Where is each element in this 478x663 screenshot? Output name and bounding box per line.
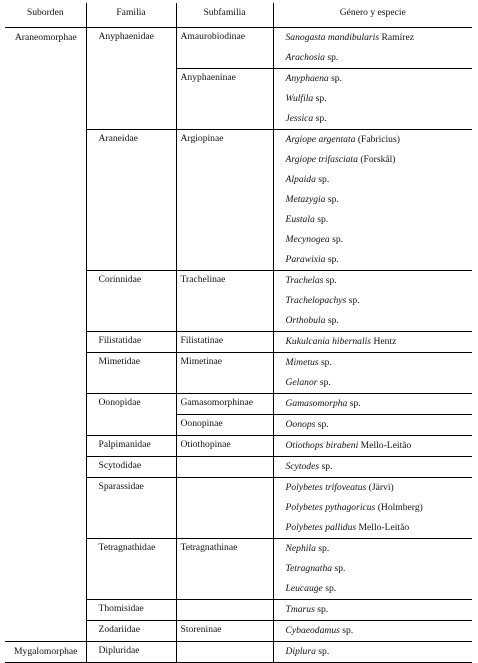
species-entry bbox=[286, 271, 471, 291]
genus-name: Gamasomorpha bbox=[285, 398, 348, 409]
species-entry bbox=[286, 190, 471, 210]
species-author: sp. bbox=[318, 174, 330, 185]
genus-name: Trachelas bbox=[285, 275, 324, 286]
genus-name: Sanogasta mandibularis bbox=[285, 32, 380, 43]
species-author: Mello-Leitão bbox=[358, 522, 410, 533]
header-family: Familia bbox=[86, 3, 176, 28]
species-author: Hentz bbox=[373, 336, 397, 347]
suborder-cell: Mygalomorphae bbox=[5, 642, 86, 663]
species-cell bbox=[273, 271, 472, 332]
genus-name: Polybetes pythagoricus bbox=[285, 502, 376, 513]
species-cell bbox=[273, 28, 472, 69]
species-author: sp. bbox=[321, 461, 333, 472]
species-author: Mello-Leitão bbox=[360, 440, 412, 451]
genus-name: Trachelopachys bbox=[285, 295, 347, 306]
family-cell: Filistatidae bbox=[86, 332, 176, 353]
genus-name: Parawixia bbox=[285, 254, 326, 265]
family-cell: Palpimanidae bbox=[86, 436, 176, 457]
header-row bbox=[5, 3, 472, 28]
family-cell: Dipluridae bbox=[86, 642, 176, 663]
species-author: sp. bbox=[349, 398, 361, 409]
family-cell: Thomisidae bbox=[86, 600, 176, 621]
species-author: sp. bbox=[348, 295, 360, 306]
family-cell: Sparassidae bbox=[86, 478, 176, 539]
subfamily-cell: Mimetinae bbox=[176, 353, 273, 394]
genus-name: Orthobula bbox=[285, 315, 326, 326]
genus-name: Gelanor bbox=[285, 377, 318, 388]
species-author: sp. bbox=[331, 73, 343, 84]
species-entry bbox=[286, 518, 471, 538]
header-species: Género y especie bbox=[273, 3, 472, 28]
subfamily-cell: Gamasomorphinae bbox=[176, 394, 273, 415]
species-entry bbox=[286, 642, 471, 662]
species-entry bbox=[286, 353, 471, 373]
subfamily-cell: Storeninae bbox=[176, 621, 273, 642]
subfamily-cell: Otiothopinae bbox=[176, 436, 273, 457]
subfamily-cell: Tetragnathinae bbox=[176, 539, 273, 600]
genus-name: Eustala bbox=[285, 214, 315, 225]
species-entry bbox=[286, 210, 471, 230]
species-entry bbox=[286, 170, 471, 190]
species-entry bbox=[286, 311, 471, 331]
species-entry bbox=[286, 394, 471, 414]
genus-name: Tetragnatha bbox=[285, 563, 333, 574]
subfamily-cell bbox=[176, 478, 273, 539]
table-row bbox=[5, 28, 472, 69]
species-entry bbox=[286, 457, 471, 477]
family-cell: Corinnidae bbox=[86, 271, 176, 332]
genus-name: Diplura bbox=[285, 646, 316, 657]
species-entry bbox=[286, 600, 471, 620]
species-entry bbox=[286, 436, 471, 456]
genus-name: Otiothops birabeni bbox=[285, 440, 359, 451]
species-entry bbox=[286, 150, 471, 170]
species-cell bbox=[273, 457, 472, 478]
species-cell bbox=[273, 353, 472, 394]
species-author: sp. bbox=[327, 254, 339, 265]
species-entry bbox=[286, 250, 471, 270]
species-author: sp. bbox=[317, 604, 329, 615]
species-cell bbox=[273, 621, 472, 642]
species-author: sp. bbox=[334, 563, 346, 574]
species-entry bbox=[286, 621, 471, 641]
species-entry bbox=[286, 28, 471, 48]
species-cell bbox=[273, 69, 472, 130]
genus-name: Anyphaena bbox=[285, 73, 329, 84]
family-cell: Zodariidae bbox=[86, 621, 176, 642]
species-author: sp. bbox=[327, 315, 339, 326]
species-author: sp. bbox=[317, 419, 329, 430]
genus-name: Tmarus bbox=[285, 604, 315, 615]
species-author: Ramírez bbox=[381, 32, 414, 43]
species-cell bbox=[273, 642, 472, 663]
species-entry bbox=[286, 230, 471, 250]
genus-name: Leucauge bbox=[285, 583, 323, 594]
species-author: sp. bbox=[325, 275, 337, 286]
species-author: (Forskål) bbox=[360, 154, 396, 165]
genus-name: Metazygia bbox=[285, 194, 326, 205]
genus-name: Cybaeodamus bbox=[285, 625, 340, 636]
family-cell: Mimetidae bbox=[86, 353, 176, 394]
genus-name: Kukulcania hibernalis bbox=[285, 336, 372, 347]
species-author: sp. bbox=[315, 113, 327, 124]
genus-name: Nephila bbox=[285, 543, 316, 554]
taxonomy-sheet bbox=[5, 3, 472, 663]
genus-name: Argiope trifasciata bbox=[285, 154, 358, 165]
species-author: sp. bbox=[315, 93, 327, 104]
family-cell: Oonopidae bbox=[86, 394, 176, 436]
taxonomy-table bbox=[5, 3, 472, 663]
header-suborder: Suborden bbox=[5, 3, 86, 28]
family-cell: Tetragnathidae bbox=[86, 539, 176, 600]
genus-name: Polybetes pallidus bbox=[285, 522, 357, 533]
genus-name: Polybetes trifoveatus bbox=[285, 482, 367, 493]
species-entry bbox=[286, 373, 471, 393]
species-entry bbox=[286, 579, 471, 599]
species-entry bbox=[286, 48, 471, 68]
family-cell: Araneidae bbox=[86, 130, 176, 271]
species-author: sp. bbox=[319, 377, 331, 388]
species-author: (Holmberg) bbox=[377, 502, 423, 513]
species-author: (Järvi) bbox=[368, 482, 394, 493]
genus-name: Scytodes bbox=[285, 461, 320, 472]
taxonomy-body bbox=[5, 28, 472, 663]
subfamily-cell bbox=[176, 642, 273, 663]
species-entry bbox=[286, 478, 471, 498]
header-subfamily: Subfamilia bbox=[176, 3, 273, 28]
genus-name: Wulfila bbox=[285, 93, 314, 104]
genus-name: Oonops bbox=[285, 419, 316, 430]
species-entry bbox=[286, 539, 471, 559]
species-author: sp. bbox=[327, 194, 339, 205]
species-author: sp. bbox=[327, 52, 339, 63]
species-entry bbox=[286, 498, 471, 518]
species-author: sp. bbox=[318, 646, 330, 657]
genus-name: Mimetus bbox=[285, 357, 319, 368]
genus-name: Jessica bbox=[285, 113, 314, 124]
species-author: sp. bbox=[342, 625, 354, 636]
species-entry bbox=[286, 130, 471, 150]
species-entry bbox=[286, 89, 471, 109]
genus-name: Mecynogea bbox=[285, 234, 330, 245]
species-cell bbox=[273, 539, 472, 600]
species-cell bbox=[273, 436, 472, 457]
subfamily-cell: Filistatinae bbox=[176, 332, 273, 353]
species-author: sp. bbox=[320, 357, 332, 368]
species-entry bbox=[286, 291, 471, 311]
species-entry bbox=[286, 415, 471, 435]
species-cell bbox=[273, 415, 472, 436]
species-author: sp. bbox=[332, 234, 344, 245]
species-entry bbox=[286, 332, 471, 352]
subfamily-cell: Oonopinae bbox=[176, 415, 273, 436]
species-author: (Fabricius) bbox=[357, 134, 400, 145]
subfamily-cell: Argiopinae bbox=[176, 130, 273, 271]
species-cell bbox=[273, 332, 472, 353]
family-cell: Anyphaenidae bbox=[86, 28, 176, 130]
species-cell bbox=[273, 130, 472, 271]
subfamily-cell: Anyphaeninae bbox=[176, 69, 273, 130]
species-entry bbox=[286, 69, 471, 89]
species-entry bbox=[286, 559, 471, 579]
genus-name: Argiope argentata bbox=[285, 134, 356, 145]
table-row bbox=[5, 642, 472, 663]
subfamily-cell: Amaurobiodinae bbox=[176, 28, 273, 69]
species-author: sp. bbox=[317, 214, 329, 225]
species-cell bbox=[273, 600, 472, 621]
species-author: sp. bbox=[325, 583, 337, 594]
family-cell: Scytodidae bbox=[86, 457, 176, 478]
subfamily-cell bbox=[176, 457, 273, 478]
species-cell bbox=[273, 394, 472, 415]
species-entry bbox=[286, 109, 471, 129]
subfamily-cell bbox=[176, 600, 273, 621]
suborder-cell: Araneomorphae bbox=[5, 28, 86, 642]
genus-name: Arachosia bbox=[285, 52, 325, 63]
species-cell bbox=[273, 478, 472, 539]
genus-name: Alpaida bbox=[285, 174, 316, 185]
subfamily-cell: Trachelinae bbox=[176, 271, 273, 332]
species-author: sp. bbox=[318, 543, 330, 554]
